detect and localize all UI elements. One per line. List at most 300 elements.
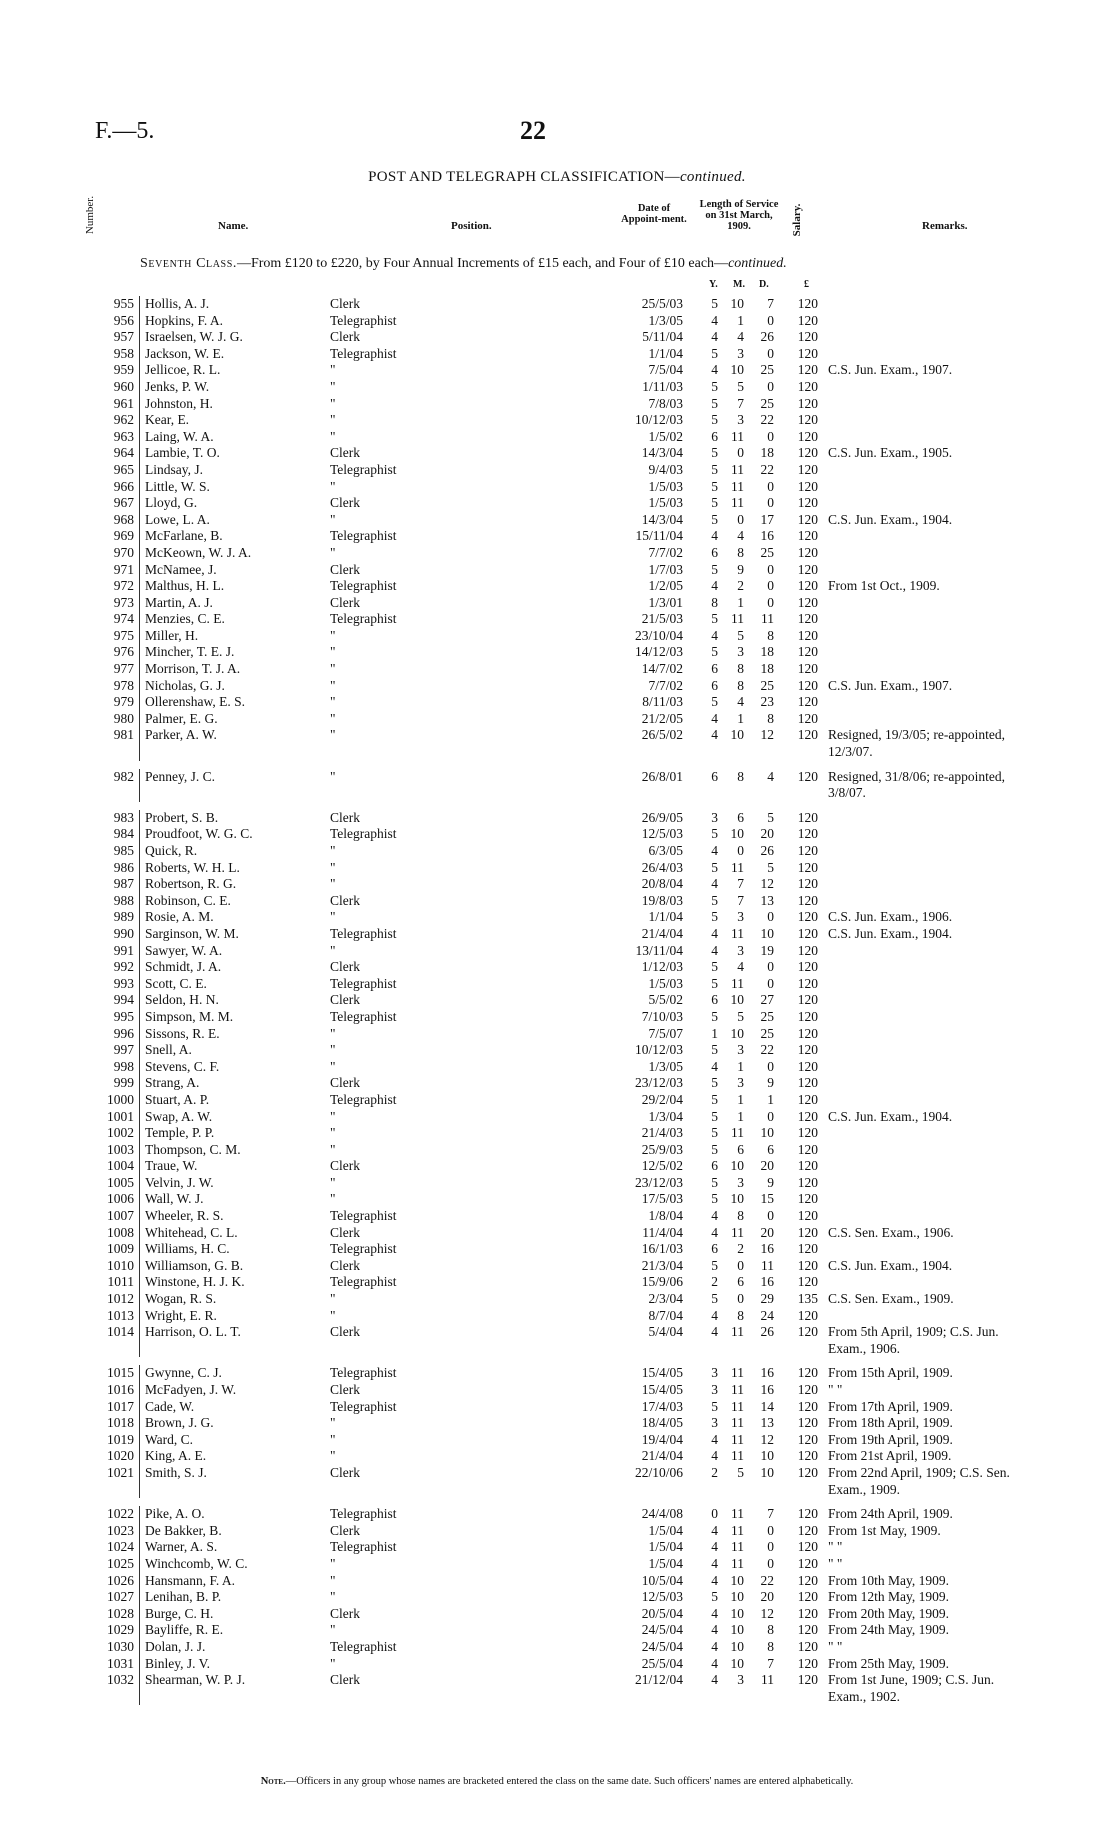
table-row	[0, 1241, 1114, 1258]
cell-name: Dolan, J. J.	[145, 1638, 206, 1654]
cell-name: McFarlane, B.	[145, 528, 223, 544]
table-row	[0, 959, 1114, 976]
table-row	[0, 810, 1114, 827]
cell-number: 989	[113, 909, 134, 925]
cell-date: 1/11/03	[642, 378, 683, 394]
cell-date: 21/4/04	[641, 1448, 683, 1464]
cell-name: Swap, A. W.	[145, 1108, 213, 1124]
column-divider	[139, 1109, 141, 1126]
cell-years: 3	[711, 1415, 718, 1431]
cell-name: Malthus, H. L.	[145, 578, 225, 594]
cell-number: 962	[113, 412, 134, 428]
table-row	[0, 1175, 1114, 1192]
cell-position: "	[330, 694, 336, 710]
cell-number: 988	[113, 892, 134, 908]
cell-position: Telegraphist	[330, 578, 397, 594]
cell-days: 10	[760, 1464, 774, 1480]
cell-remarks: C.S. Jun. Exam., 1904.	[828, 1257, 953, 1273]
cell-days: 10	[760, 1125, 774, 1141]
cell-days: 0	[767, 561, 774, 577]
cell-date: 8/7/04	[648, 1307, 683, 1323]
cell-date: 12/5/03	[641, 1589, 683, 1605]
cell-position: Clerk	[330, 329, 360, 345]
classification-table	[0, 296, 1114, 1705]
cell-days: 12	[760, 876, 774, 892]
table-row	[0, 1125, 1114, 1142]
cell-years: 5	[711, 1141, 718, 1157]
table-row	[0, 943, 1114, 960]
cell-position: Clerk	[330, 1075, 360, 1091]
cell-date: 21/2/05	[641, 710, 683, 726]
cell-date: 19/8/03	[641, 892, 683, 908]
cell-remarks: " "	[828, 1638, 843, 1654]
cell-years: 5	[711, 1191, 718, 1207]
cell-days: 9	[767, 1174, 774, 1190]
cell-number: 1023	[107, 1522, 134, 1538]
cell-days: 20	[760, 1224, 774, 1240]
cell-remarks: C.S. Jun. Exam., 1904.	[828, 511, 953, 527]
cell-days: 23	[760, 694, 774, 710]
table-row	[0, 1042, 1114, 1059]
cell-date: 22/10/06	[634, 1464, 683, 1480]
cell-months: 3	[737, 1672, 744, 1688]
cell-days: 16	[760, 1241, 774, 1257]
cell-name: Jackson, W. E.	[145, 345, 225, 361]
cell-remarks: From 10th May, 1909.	[828, 1572, 949, 1588]
column-divider	[139, 445, 141, 462]
cell-name: Smith, S. J.	[145, 1464, 207, 1480]
cell-name: Snell, A.	[145, 1042, 192, 1058]
cell-date: 26/8/01	[641, 768, 683, 784]
cell-position: Clerk	[330, 445, 360, 461]
table-row	[0, 893, 1114, 910]
cell-months: 3	[737, 909, 744, 925]
column-divider	[139, 578, 141, 595]
column-divider	[139, 1573, 141, 1590]
cell-number: 1004	[107, 1158, 134, 1174]
column-divider	[139, 1308, 141, 1325]
table-row	[0, 1432, 1114, 1449]
cell-years: 4	[711, 727, 718, 743]
cell-position: "	[330, 428, 336, 444]
cell-number: 955	[113, 296, 134, 311]
cell-months: 11	[731, 859, 744, 875]
cell-date: 1/1/04	[648, 345, 683, 361]
cell-number: 1030	[107, 1638, 134, 1654]
cell-date: 1/12/03	[641, 959, 683, 975]
cell-salary: 120	[797, 1415, 818, 1431]
cell-months: 10	[730, 1589, 744, 1605]
cell-date: 7/7/02	[648, 544, 683, 560]
cell-name: Strang, A.	[145, 1075, 200, 1091]
cell-days: 9	[767, 1075, 774, 1091]
cell-days: 8	[767, 1622, 774, 1638]
cell-position: Clerk	[330, 1522, 360, 1538]
table-row	[0, 362, 1114, 379]
cell-years: 5	[711, 975, 718, 991]
cell-remarks: " "	[828, 1539, 843, 1555]
cell-position: "	[330, 627, 336, 643]
cell-salary: 120	[797, 809, 818, 825]
footnote	[0, 1776, 1114, 1787]
column-divider	[139, 329, 141, 346]
cell-name: Robinson, C. E.	[145, 892, 231, 908]
cell-name: Williamson, G. B.	[145, 1257, 244, 1273]
column-divider	[139, 1539, 141, 1556]
cell-days: 10	[760, 925, 774, 941]
cell-years: 4	[711, 1539, 718, 1555]
cell-number: 1028	[107, 1605, 134, 1621]
cell-number: 974	[113, 611, 134, 627]
cell-position: Telegraphist	[330, 826, 397, 842]
cell-months: 0	[737, 511, 744, 527]
cell-position: Telegraphist	[330, 1539, 397, 1555]
cell-position: "	[330, 1622, 336, 1638]
table-row	[0, 769, 1114, 802]
cell-position: "	[330, 1125, 336, 1141]
cell-months: 5	[737, 378, 744, 394]
cell-months: 3	[737, 412, 744, 428]
cell-name: Probert, S. B.	[145, 809, 219, 825]
cell-date: 21/3/04	[641, 1257, 683, 1273]
table-row	[0, 528, 1114, 545]
cell-salary: 120	[797, 345, 818, 361]
cell-remarks: C.S. Jun. Exam., 1906.	[828, 909, 953, 925]
cell-name: Lowe, L. A.	[145, 511, 210, 527]
cell-salary: 120	[797, 1058, 818, 1074]
cell-months: 4	[737, 694, 744, 710]
cell-position: "	[330, 909, 336, 925]
cell-number: 973	[113, 594, 134, 610]
cell-remarks: From 19th April, 1909.	[828, 1431, 953, 1447]
cell-name: Nicholas, G. J.	[145, 677, 225, 693]
cell-number: 1009	[107, 1241, 134, 1257]
cell-position: "	[330, 1191, 336, 1207]
cell-position: "	[330, 511, 336, 527]
cell-date: 23/10/04	[634, 627, 683, 643]
cell-salary: 120	[797, 1398, 818, 1414]
cell-name: Bayliffe, R. E.	[145, 1622, 224, 1638]
cell-months: 8	[737, 1307, 744, 1323]
cell-days: 16	[760, 528, 774, 544]
cell-months: 2	[737, 1241, 744, 1257]
cell-years: 3	[711, 809, 718, 825]
cell-days: 11	[761, 1672, 774, 1688]
cell-salary: 120	[797, 1464, 818, 1480]
cell-position: Telegraphist	[330, 461, 397, 477]
cell-date: 1/3/04	[648, 1108, 683, 1124]
cell-name: Sawyer, W. A.	[145, 942, 223, 958]
column-divider	[139, 976, 141, 993]
column-divider	[139, 644, 141, 661]
cell-years: 6	[711, 677, 718, 693]
cell-salary: 120	[797, 909, 818, 925]
column-divider	[139, 429, 141, 446]
cell-name: Kear, E.	[145, 412, 190, 428]
cell-days: 12	[760, 1605, 774, 1621]
table-row	[0, 429, 1114, 446]
cell-date: 17/5/03	[641, 1191, 683, 1207]
cell-number: 1026	[107, 1572, 134, 1588]
column-divider	[139, 1059, 141, 1076]
column-divider	[139, 1523, 141, 1540]
cell-remarks: C.S. Jun. Exam., 1907.	[828, 677, 953, 693]
table-row	[0, 976, 1114, 993]
cell-salary: 120	[797, 1365, 818, 1381]
cell-months: 11	[731, 1324, 744, 1340]
cell-years: 4	[711, 528, 718, 544]
cell-salary: 120	[797, 768, 818, 784]
title-continued: continued.	[679, 169, 746, 185]
cell-days: 12	[760, 1431, 774, 1447]
table-row	[0, 1324, 1114, 1357]
cell-name: Stuart, A. P.	[145, 1091, 210, 1107]
cell-years: 5	[711, 644, 718, 660]
table-row	[0, 843, 1114, 860]
cell-remarks: C.S. Jun. Exam., 1905.	[828, 445, 953, 461]
column-divider	[139, 909, 141, 926]
cell-salary: 120	[797, 1125, 818, 1141]
cell-date: 5/5/02	[648, 992, 683, 1008]
cell-months: 6	[737, 809, 744, 825]
cell-date: 24/4/08	[641, 1506, 683, 1522]
cell-salary: 120	[797, 561, 818, 577]
column-header-date-of-appointment: Date of Appoint-ment.	[621, 203, 687, 225]
cell-remarks: From 20th May, 1909.	[828, 1605, 949, 1621]
cell-salary: 120	[797, 1158, 818, 1174]
column-divider	[139, 562, 141, 579]
column-divider	[139, 943, 141, 960]
cell-name: Winstone, H. J. K.	[145, 1274, 245, 1290]
column-divider	[139, 810, 141, 827]
cell-days: 0	[767, 1108, 774, 1124]
cell-years: 5	[711, 826, 718, 842]
cell-months: 11	[731, 975, 744, 991]
table-row	[0, 545, 1114, 562]
cell-name: Hansmann, F. A.	[145, 1572, 236, 1588]
cell-salary: 120	[797, 1506, 818, 1522]
cell-years: 5	[711, 495, 718, 511]
cell-months: 10	[730, 1605, 744, 1621]
cell-date: 24/5/04	[641, 1622, 683, 1638]
column-divider	[139, 1606, 141, 1623]
column-divider	[139, 1026, 141, 1043]
cell-days: 26	[760, 329, 774, 345]
column-divider	[139, 959, 141, 976]
cell-days: 0	[767, 975, 774, 991]
cell-number: 960	[113, 378, 134, 394]
table-row	[0, 992, 1114, 1009]
cell-position: "	[330, 1042, 336, 1058]
cell-position: "	[330, 710, 336, 726]
cell-number: 968	[113, 511, 134, 527]
cell-name: Traue, W.	[145, 1158, 198, 1174]
cell-number: 987	[113, 876, 134, 892]
cell-number: 1029	[107, 1622, 134, 1638]
cell-date: 7/7/02	[648, 677, 683, 693]
cell-number: 969	[113, 528, 134, 544]
column-divider	[139, 1672, 141, 1705]
cell-name: Jenks, P. W.	[145, 378, 210, 394]
cell-position: Telegraphist	[330, 975, 397, 991]
column-divider	[139, 545, 141, 562]
cell-remarks: From 18th April, 1909.	[828, 1415, 953, 1431]
cell-name: Cade, W.	[145, 1398, 195, 1414]
cell-months: 3	[737, 1042, 744, 1058]
column-divider	[139, 678, 141, 695]
column-header-length-of-service: Length of Service on 31st March, 1909.	[699, 199, 779, 232]
cell-position: Clerk	[330, 1605, 360, 1621]
table-row	[0, 445, 1114, 462]
column-divider	[139, 893, 141, 910]
cell-date: 12/5/03	[641, 826, 683, 842]
cell-name: Whitehead, C. L.	[145, 1224, 238, 1240]
cell-number: 1011	[107, 1274, 134, 1290]
cell-number: 1013	[107, 1307, 134, 1323]
table-row	[0, 727, 1114, 760]
cell-salary: 120	[797, 959, 818, 975]
table-row	[0, 578, 1114, 595]
cell-years: 5	[711, 909, 718, 925]
table-row	[0, 1225, 1114, 1242]
cell-date: 20/8/04	[641, 876, 683, 892]
cell-date: 26/4/03	[641, 859, 683, 875]
cell-position: "	[330, 1291, 336, 1307]
column-divider	[139, 926, 141, 943]
cell-months: 5	[737, 1008, 744, 1024]
table-row	[0, 1523, 1114, 1540]
cell-number: 994	[113, 992, 134, 1008]
cell-days: 25	[760, 544, 774, 560]
cell-years: 5	[711, 395, 718, 411]
cell-number: 976	[113, 644, 134, 660]
cell-salary: 120	[797, 428, 818, 444]
cell-name: Miller, H.	[145, 627, 199, 643]
footnote-label: Note.	[260, 1776, 286, 1787]
cell-months: 0	[737, 1257, 744, 1273]
column-divider	[139, 1274, 141, 1291]
cell-date: 13/11/04	[635, 942, 683, 958]
cell-date: 19/4/04	[641, 1431, 683, 1447]
cell-position: Clerk	[330, 892, 360, 908]
cell-date: 1/5/03	[648, 975, 683, 991]
cell-years: 4	[711, 1622, 718, 1638]
cell-months: 11	[731, 1415, 744, 1431]
cell-number: 959	[113, 362, 134, 378]
cell-days: 7	[767, 1655, 774, 1671]
column-divider	[139, 1175, 141, 1192]
cell-months: 1	[737, 1091, 744, 1107]
cell-position: "	[330, 942, 336, 958]
cell-days: 25	[760, 1008, 774, 1024]
column-divider	[139, 296, 141, 313]
cell-name: Morrison, T. J. A.	[145, 661, 241, 677]
footnote-text: —Officers in any group whose names are bracketed entered the class on the same date. Such officers' names are entered alphabetically.	[285, 1776, 854, 1787]
column-divider	[139, 1656, 141, 1673]
cell-date: 25/9/03	[641, 1141, 683, 1157]
column-divider	[139, 1258, 141, 1275]
cell-salary: 120	[797, 1431, 818, 1447]
cell-position: Clerk	[330, 1257, 360, 1273]
cell-years: 3	[711, 1382, 718, 1397]
column-divider	[139, 1432, 141, 1449]
cell-position: "	[330, 1589, 336, 1605]
cell-position: "	[330, 478, 336, 494]
cell-date: 10/5/04	[641, 1572, 683, 1588]
cell-months: 10	[730, 826, 744, 842]
column-divider	[139, 1622, 141, 1639]
cell-months: 0	[737, 843, 744, 858]
cell-position: "	[330, 1058, 336, 1074]
cell-years: 5	[711, 461, 718, 477]
cell-years: 4	[711, 578, 718, 594]
table-row	[0, 826, 1114, 843]
cell-salary: 120	[797, 1539, 818, 1555]
table-row	[0, 1291, 1114, 1308]
cell-years: 4	[711, 1431, 718, 1447]
cell-months: 11	[731, 925, 744, 941]
cell-position: "	[330, 661, 336, 677]
table-row	[0, 495, 1114, 512]
cell-remarks: C.S. Sen. Exam., 1909.	[828, 1291, 954, 1307]
column-divider	[139, 1225, 141, 1242]
cell-months: 11	[731, 611, 744, 627]
table-row	[0, 628, 1114, 645]
cell-date: 5/11/04	[642, 329, 683, 345]
cell-number: 971	[113, 561, 134, 577]
cell-months: 8	[737, 768, 744, 784]
cell-name: Rosie, A. M.	[145, 909, 214, 925]
cell-months: 10	[730, 1025, 744, 1041]
page-title	[0, 169, 1114, 186]
cell-date: 21/4/03	[641, 1125, 683, 1141]
cell-salary: 120	[797, 312, 818, 328]
cell-days: 8	[767, 627, 774, 643]
cell-position: Telegraphist	[330, 1274, 397, 1290]
cell-salary: 120	[797, 1638, 818, 1654]
cell-months: 4	[737, 959, 744, 975]
cell-years: 3	[711, 1365, 718, 1381]
cell-months: 11	[731, 1365, 744, 1381]
cell-number: 1031	[107, 1655, 134, 1671]
cell-salary: 120	[797, 1208, 818, 1224]
column-header-remarks: Remarks.	[922, 220, 968, 232]
cell-years: 5	[711, 345, 718, 361]
cell-name: Stevens, C. F.	[145, 1058, 220, 1074]
cell-months: 10	[730, 1158, 744, 1174]
cell-days: 0	[767, 345, 774, 361]
cell-months: 1	[737, 594, 744, 610]
cell-months: 1	[737, 312, 744, 328]
cell-years: 5	[711, 445, 718, 461]
cell-name: De Bakker, B.	[145, 1522, 222, 1538]
cell-position: "	[330, 378, 336, 394]
cell-number: 975	[113, 627, 134, 643]
cell-months: 3	[737, 942, 744, 958]
cell-years: 5	[711, 561, 718, 577]
title-main: POST AND TELEGRAPH CLASSIFICATION—	[368, 169, 680, 185]
cell-salary: 120	[797, 362, 818, 378]
cell-date: 5/4/04	[648, 1324, 683, 1340]
cell-name: Wheeler, R. S.	[145, 1208, 224, 1224]
cell-number: 1015	[107, 1365, 134, 1381]
cell-date: 11/4/04	[642, 1224, 683, 1240]
cell-salary: 120	[797, 992, 818, 1008]
cell-date: 26/5/02	[641, 727, 683, 743]
cell-salary: 120	[797, 461, 818, 477]
cell-position: "	[330, 544, 336, 560]
cell-name: Shearman, W. P. J.	[145, 1672, 246, 1688]
